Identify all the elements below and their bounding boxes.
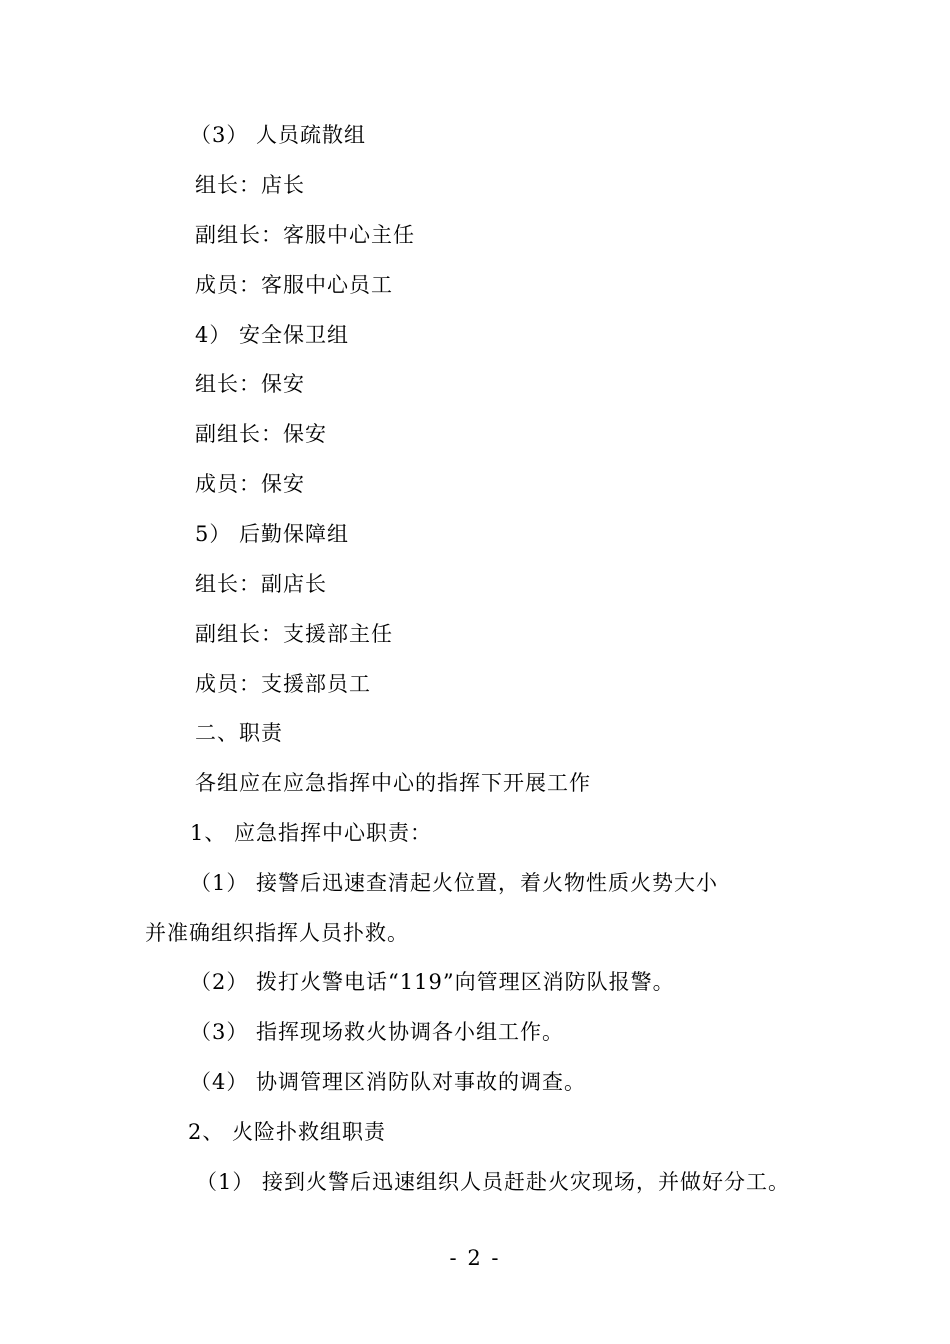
text-line: 组长：副店长 [195, 572, 327, 596]
subsection-heading-fire-fighting-group: 2、 火险扑救组职责 [188, 1120, 387, 1144]
section-heading-evacuation-group: （3） 人员疏散组 [190, 123, 367, 147]
text-line: 组长：店长 [195, 173, 305, 197]
section-heading-duties: 二、职责 [195, 721, 283, 745]
text-line: 成员：客服中心员工 [195, 273, 393, 297]
text-line: 成员：支援部员工 [195, 672, 371, 696]
page-number: - 2 - [449, 1246, 501, 1270]
text-line: 副组长：支援部主任 [195, 622, 393, 646]
section-heading-security-group: 4） 安全保卫组 [195, 323, 350, 347]
text-line: （1） 接警后迅速查清起火位置，着火物性质火势大小 [190, 871, 719, 895]
subsection-heading-command-center: 1、 应急指挥中心职责： [190, 821, 433, 845]
text-line: 各组应在应急指挥中心的指挥下开展工作 [195, 771, 591, 795]
text-line: 成员：保安 [195, 472, 305, 496]
text-line: 副组长：保安 [195, 422, 327, 446]
text-line: （4） 协调管理区消防队对事故的调查。 [190, 1070, 587, 1094]
text-line: 组长：保安 [195, 372, 305, 396]
section-heading-logistics-group: 5） 后勤保障组 [195, 522, 350, 546]
text-line: （2） 拨打火警电话“119”向管理区消防队报警。 [190, 970, 675, 994]
text-line: （3） 指挥现场救火协调各小组工作。 [190, 1020, 565, 1044]
text-line-continuation: 并准确组织指挥人员扑救。 [145, 921, 409, 945]
text-line: 副组长：客服中心主任 [195, 223, 415, 247]
text-line: （1） 接到火警后迅速组织人员赶赴火灾现场，并做好分工。 [196, 1170, 791, 1194]
